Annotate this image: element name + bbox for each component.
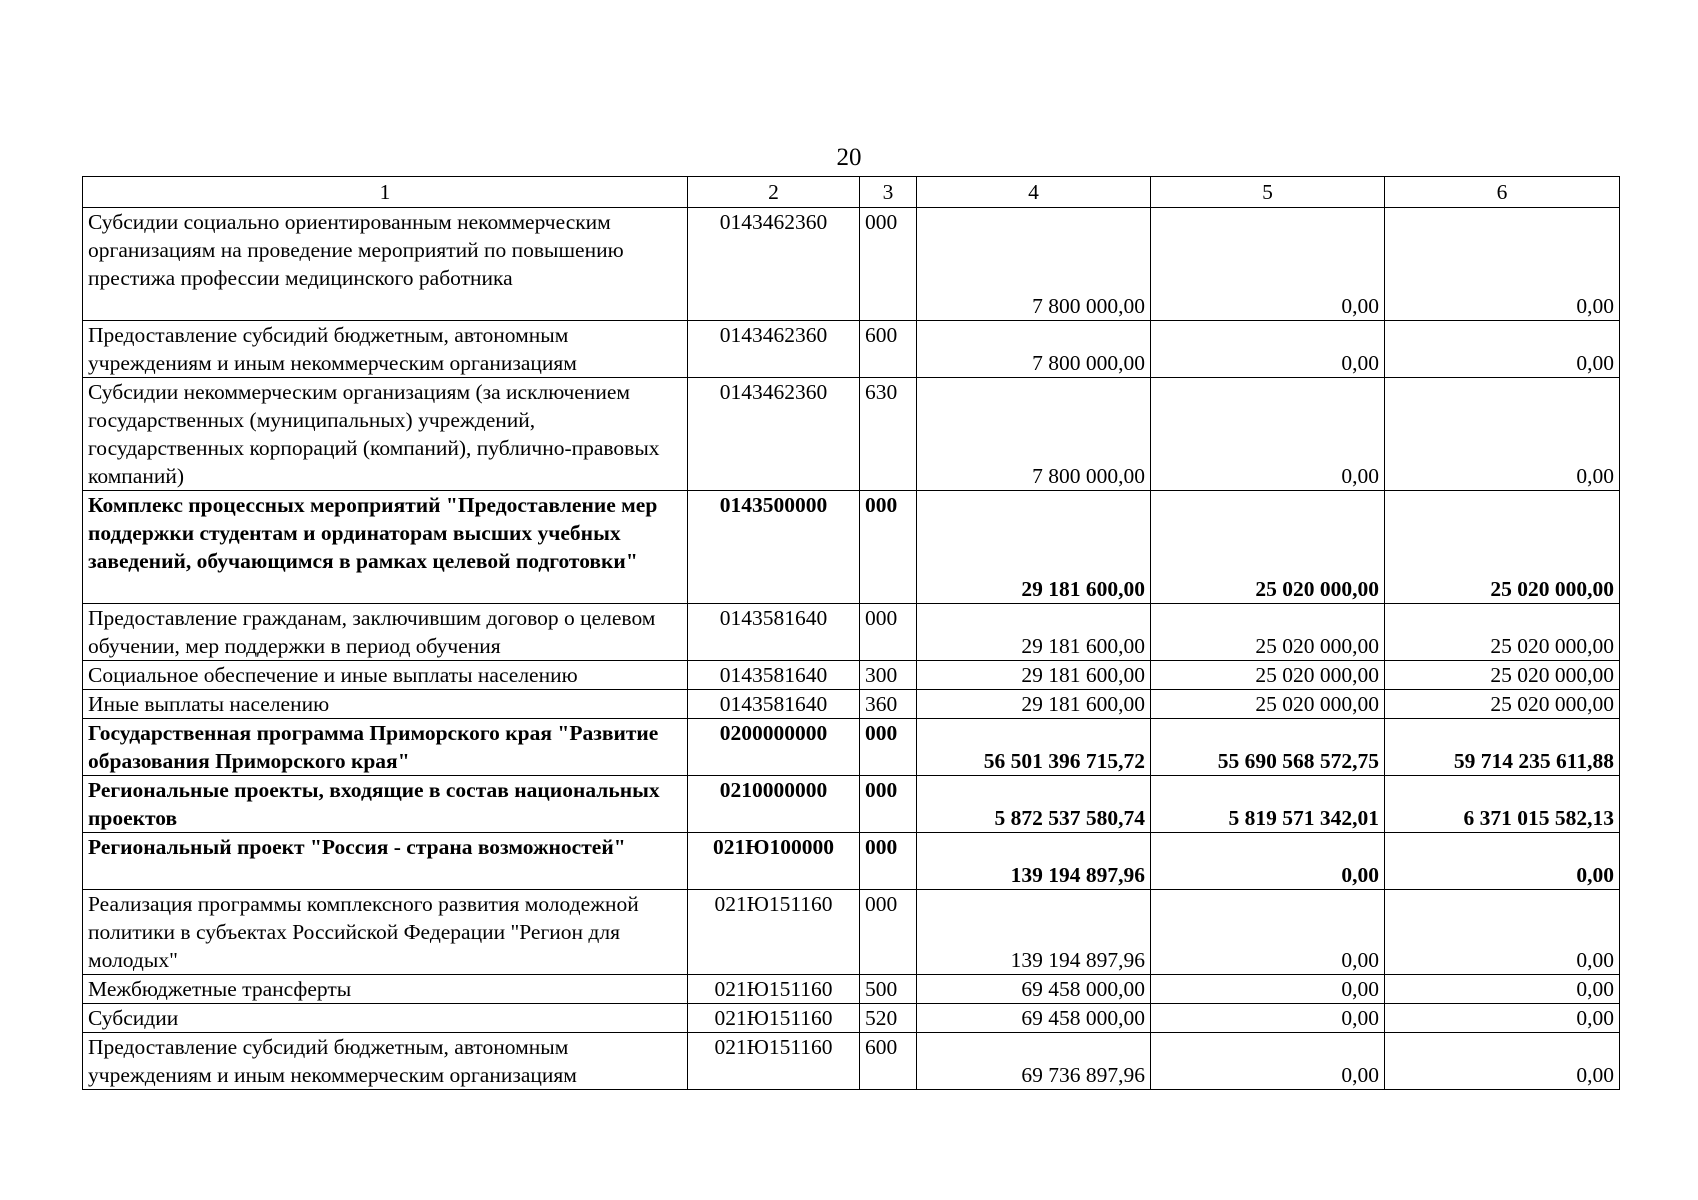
row-amount-col4-cell: 7 800 000,00	[917, 321, 1151, 378]
row-amount-col5-cell: 0,00	[1151, 1004, 1385, 1033]
row-expense-type-cell: 000	[860, 890, 917, 975]
row-amount-col5-cell: 0,00	[1151, 208, 1385, 321]
row-amount-col5-cell: 25 020 000,00	[1151, 661, 1385, 690]
page-number: 20	[836, 144, 862, 171]
row-name-cell: Комплекс процессных мероприятий "Предоставление мер поддержки студентам и ординаторам высших учебных заведений, обучающимся в рамках целевой подготовки"	[83, 491, 688, 604]
row-amount-col5-cell: 0,00	[1151, 1033, 1385, 1090]
row-target-code-cell: 0143462360	[688, 321, 860, 378]
table-row	[83, 719, 1620, 776]
table-row	[83, 604, 1620, 661]
row-amount-col6-cell: 25 020 000,00	[1385, 604, 1620, 661]
row-name-cell: Субсидии социально ориентированным некоммерческим организациям на проведение мероприятий по повышению престижа профессии медицинского работника	[83, 208, 688, 321]
row-amount-col6-cell: 59 714 235 611,88	[1385, 719, 1620, 776]
row-name-cell: Государственная программа Приморского края "Развитие образования Приморского края"	[83, 719, 688, 776]
row-name-cell: Региональные проекты, входящие в состав национальных проектов	[83, 776, 688, 833]
row-amount-col6-cell: 0,00	[1385, 321, 1620, 378]
row-amount-col4-cell: 5 872 537 580,74	[917, 776, 1151, 833]
row-target-code-cell: 0143500000	[688, 491, 860, 604]
row-target-code-cell: 0143462360	[688, 208, 860, 321]
row-amount-col5-cell: 0,00	[1151, 833, 1385, 890]
row-expense-type-cell: 520	[860, 1004, 917, 1033]
table-row	[83, 321, 1620, 378]
column-header-3: 3	[860, 177, 917, 208]
row-name-cell: Реализация программы комплексного развития молодежной политики в субъектах Российской Федерации "Регион для молодых"	[83, 890, 688, 975]
budget-table	[82, 176, 1620, 1090]
table-row	[83, 1004, 1620, 1033]
row-amount-col4-cell: 69 736 897,96	[917, 1033, 1151, 1090]
table-row	[83, 1033, 1620, 1090]
row-amount-col6-cell: 0,00	[1385, 208, 1620, 321]
row-expense-type-cell: 000	[860, 719, 917, 776]
row-amount-col4-cell: 29 181 600,00	[917, 604, 1151, 661]
row-target-code-cell: 0143581640	[688, 661, 860, 690]
row-amount-col4-cell: 7 800 000,00	[917, 378, 1151, 491]
row-amount-col5-cell: 5 819 571 342,01	[1151, 776, 1385, 833]
row-amount-col6-cell: 0,00	[1385, 975, 1620, 1004]
table-row	[83, 661, 1620, 690]
row-expense-type-cell: 360	[860, 690, 917, 719]
row-amount-col6-cell: 6 371 015 582,13	[1385, 776, 1620, 833]
table-row	[83, 690, 1620, 719]
row-target-code-cell: 021Ю151160	[688, 890, 860, 975]
table-row	[83, 776, 1620, 833]
row-amount-col4-cell: 7 800 000,00	[917, 208, 1151, 321]
row-amount-col4-cell: 139 194 897,96	[917, 890, 1151, 975]
row-amount-col6-cell: 25 020 000,00	[1385, 661, 1620, 690]
row-target-code-cell: 021Ю151160	[688, 1004, 860, 1033]
budget-table-body	[83, 177, 1620, 1090]
row-name-cell: Социальное обеспечение и иные выплаты населению	[83, 661, 688, 690]
row-amount-col6-cell: 0,00	[1385, 1033, 1620, 1090]
row-name-cell: Региональный проект "Россия - страна возможностей"	[83, 833, 688, 890]
row-amount-col5-cell: 25 020 000,00	[1151, 491, 1385, 604]
row-expense-type-cell: 600	[860, 321, 917, 378]
row-amount-col4-cell: 69 458 000,00	[917, 1004, 1151, 1033]
row-amount-col5-cell: 25 020 000,00	[1151, 690, 1385, 719]
row-target-code-cell: 021Ю151160	[688, 1033, 860, 1090]
row-expense-type-cell: 300	[860, 661, 917, 690]
row-name-cell: Предоставление субсидий бюджетным, автономным учреждениям и иным некоммерческим организациям	[83, 1033, 688, 1090]
row-expense-type-cell: 000	[860, 208, 917, 321]
column-header-1: 1	[83, 177, 688, 208]
table-row	[83, 975, 1620, 1004]
row-amount-col4-cell: 29 181 600,00	[917, 690, 1151, 719]
row-target-code-cell: 021Ю100000	[688, 833, 860, 890]
column-header-5: 5	[1151, 177, 1385, 208]
table-header-row	[83, 177, 1620, 208]
row-expense-type-cell: 600	[860, 1033, 917, 1090]
row-amount-col5-cell: 25 020 000,00	[1151, 604, 1385, 661]
row-amount-col5-cell: 0,00	[1151, 321, 1385, 378]
row-target-code-cell: 021Ю151160	[688, 975, 860, 1004]
table-row	[83, 208, 1620, 321]
row-name-cell: Предоставление субсидий бюджетным, автономным учреждениям и иным некоммерческим организациям	[83, 321, 688, 378]
row-target-code-cell: 0143581640	[688, 604, 860, 661]
table-row	[83, 833, 1620, 890]
row-name-cell: Предоставление гражданам, заключившим договор о целевом обучении, мер поддержки в период обучения	[83, 604, 688, 661]
row-amount-col6-cell: 0,00	[1385, 833, 1620, 890]
row-amount-col5-cell: 0,00	[1151, 890, 1385, 975]
table-row	[83, 378, 1620, 491]
row-amount-col6-cell: 0,00	[1385, 378, 1620, 491]
row-amount-col6-cell: 0,00	[1385, 890, 1620, 975]
row-amount-col6-cell: 25 020 000,00	[1385, 491, 1620, 604]
row-name-cell: Межбюджетные трансферты	[83, 975, 688, 1004]
column-header-2: 2	[688, 177, 860, 208]
row-name-cell: Субсидии некоммерческим организациям (за исключением государственных (муниципальных) учреждений, государственных корпораций (компаний), публично-правовых компаний)	[83, 378, 688, 491]
row-amount-col5-cell: 0,00	[1151, 378, 1385, 491]
row-amount-col4-cell: 29 181 600,00	[917, 491, 1151, 604]
row-expense-type-cell: 000	[860, 491, 917, 604]
row-amount-col5-cell: 55 690 568 572,75	[1151, 719, 1385, 776]
row-target-code-cell: 0143581640	[688, 690, 860, 719]
row-amount-col4-cell: 56 501 396 715,72	[917, 719, 1151, 776]
row-expense-type-cell: 000	[860, 604, 917, 661]
row-amount-col4-cell: 29 181 600,00	[917, 661, 1151, 690]
row-amount-col5-cell: 0,00	[1151, 975, 1385, 1004]
row-amount-col6-cell: 0,00	[1385, 1004, 1620, 1033]
row-name-cell: Субсидии	[83, 1004, 688, 1033]
row-amount-col4-cell: 69 458 000,00	[917, 975, 1151, 1004]
row-amount-col6-cell: 25 020 000,00	[1385, 690, 1620, 719]
column-header-4: 4	[917, 177, 1151, 208]
table-row	[83, 491, 1620, 604]
row-expense-type-cell: 630	[860, 378, 917, 491]
table-row	[83, 890, 1620, 975]
row-target-code-cell: 0210000000	[688, 776, 860, 833]
row-expense-type-cell: 500	[860, 975, 917, 1004]
row-name-cell: Иные выплаты населению	[83, 690, 688, 719]
column-header-6: 6	[1385, 177, 1620, 208]
row-target-code-cell: 0143462360	[688, 378, 860, 491]
row-target-code-cell: 0200000000	[688, 719, 860, 776]
row-expense-type-cell: 000	[860, 776, 917, 833]
row-expense-type-cell: 000	[860, 833, 917, 890]
row-amount-col4-cell: 139 194 897,96	[917, 833, 1151, 890]
